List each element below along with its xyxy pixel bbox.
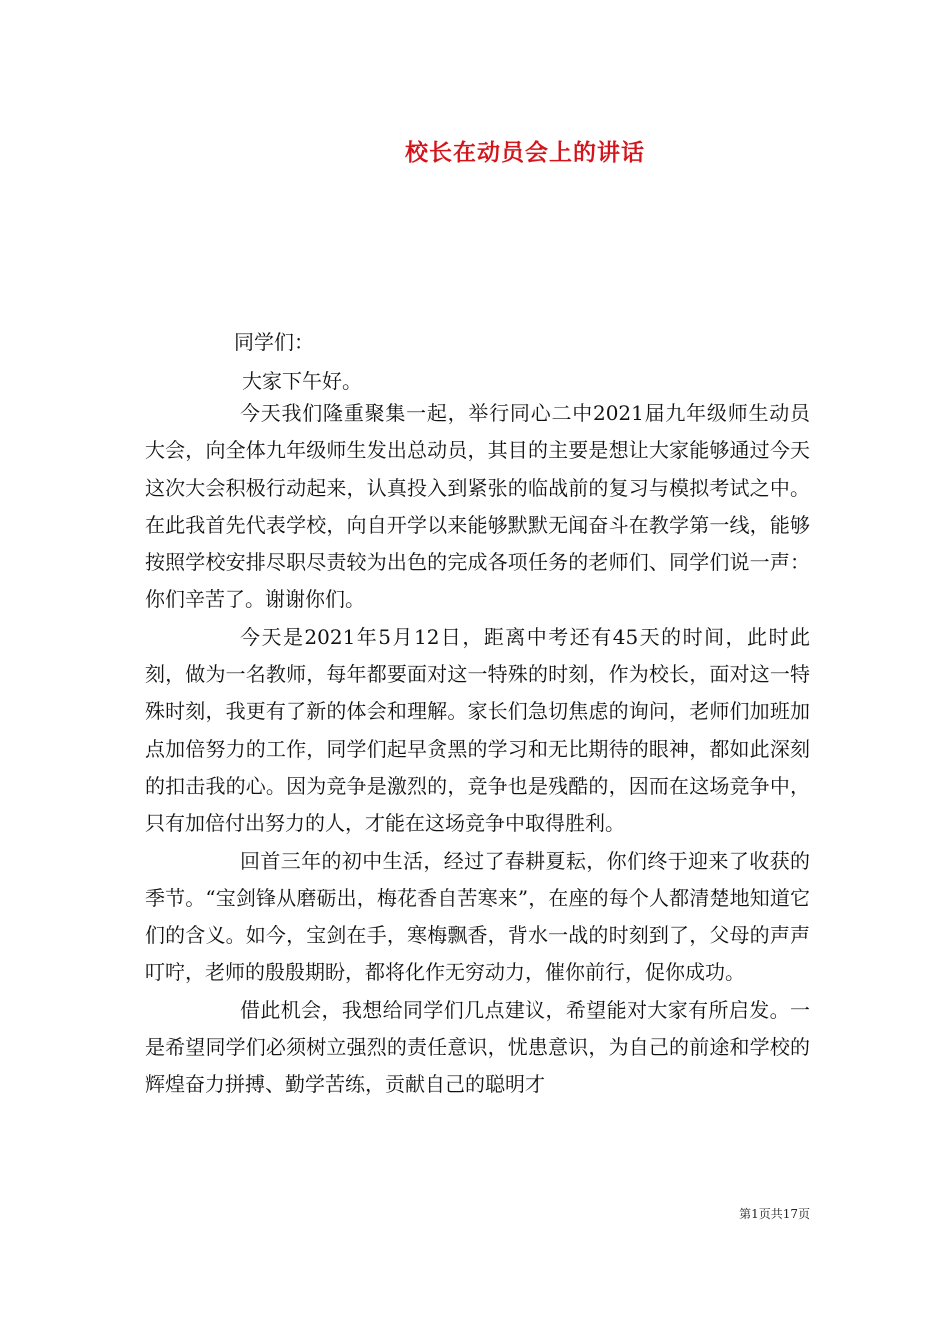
document-title: 校长在动员会上的讲话 <box>405 139 645 166</box>
paragraph-4: 借此机会，我想给同学们几点建议，希望能对大家有所启发。一是希望同学们必须树立强烈的责任意识，忧患意识，为自己的前途和学校的辉煌奋力拼搏、勤学苦练，贡献自己的聪明才 <box>145 997 810 1097</box>
greeting: 同学们： <box>234 330 314 354</box>
speech-body <box>145 395 810 1104</box>
salutation: 大家下午好。 <box>242 369 362 393</box>
paragraph-3: 回首三年的初中生活，经过了春耕夏耘，你们终于迎来了收获的季节。“宝剑锋从磨砺出，梅花香自苦寒来”，在座的每个人都清楚地知道它们的含义。如今，宝剑在手，寒梅飘香，背水一战的时刻到了，父母的声声叮咛，老师的殷殷期盼，都将化作无穷动力，催你前行，促你成功。 <box>145 848 810 985</box>
paragraph-2: 今天是2021年5月12日，距离中考还有45天的时间，此时此刻，做为一名教师，每年都要面对这一特殊的时刻，作为校长，面对这一特殊时刻，我更有了新的体会和理解。家长们急切焦虑的询问，老师们加班加点加倍努力的工作，同学们起早贪黑的学习和无比期待的眼神，都如此深刻的扣击我的心。因为竞争是激烈的，竞争也是残酷的，因而在这场竞争中，只有加倍付出努力的人，才能在这场竞争中取得胜利。 <box>145 624 810 836</box>
page-number: 第1页共17页 <box>739 1207 810 1221</box>
paragraph-1: 今天我们隆重聚集一起，举行同心二中2021届九年级师生动员大会，向全体九年级师生发出总动员，其目的主要是想让大家能够通过今天这次大会积极行动起来，认真投入到紧张的临战前的复习与模拟考试之中。在此我首先代表学校，向自开学以来能够默默无闻奋斗在教学第一线，能够按照学校安排尽职尽责较为出色的完成各项任务的老师们、同学们说一声：你们辛苦了。谢谢你们。 <box>145 401 810 612</box>
